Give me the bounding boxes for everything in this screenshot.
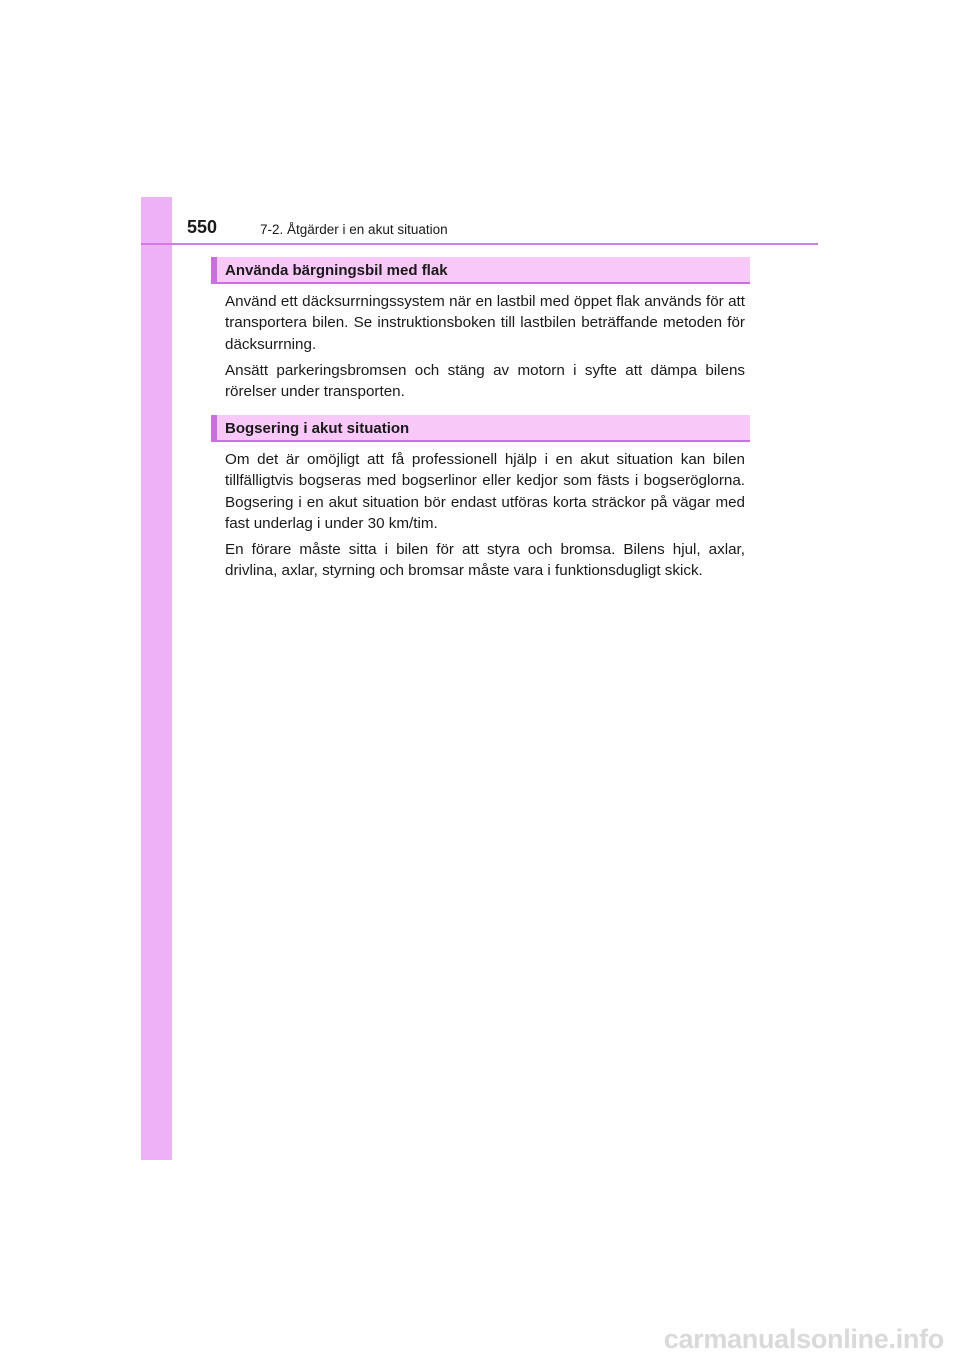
paragraph: Använd ett däcksurrningssystem när en lastbil med öppet flak används för att transportera bilen. Se instruktionsboken till lastbilen beträffande metoden för däcksurrning. [225, 293, 745, 353]
header-rule [141, 243, 818, 245]
section-heading-flatbed [211, 257, 750, 284]
section-heading-label: Använda bärgningsbil med flak [225, 262, 448, 279]
chapter-title: 7-2. Åtgärder i en akut situation [260, 222, 448, 237]
watermark: carmanualsonline.info [663, 1324, 944, 1354]
paragraph: Om det är omöjligt att få professionell hjälp i en akut situation kan bilen tillfälligtvis bogseras med bogserlinor eller kedjor som fästs i bogseröglorna. Bogsering i en akut situation bör endast utföras korta sträckor på vägar med fast underlag i under 30 km/tim. [225, 451, 745, 533]
chapter-side-band [141, 197, 172, 1160]
section-heading-emergency-towing [211, 415, 750, 442]
page-number: 550 [187, 217, 218, 237]
section-heading-label: Bogsering i akut situation [225, 420, 410, 437]
paragraph: Ansätt parkeringsbromsen och stäng av motorn i syfte att dämpa bilens rörelser under transporten. [225, 362, 745, 401]
paragraph: En förare måste sitta i bilen för att styra och bromsa. Bilens hjul, axlar, drivlina, axlar, styrning och bromsar måste vara i funktionsdugligt skick. [225, 541, 745, 580]
